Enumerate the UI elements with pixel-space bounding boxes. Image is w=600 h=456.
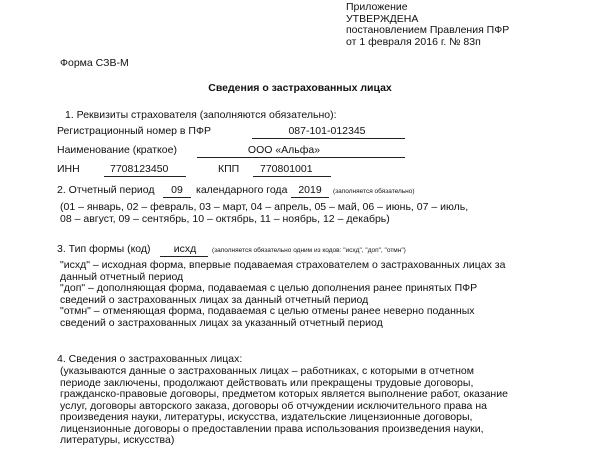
reg-number-value: 087-101-012345: [288, 125, 366, 137]
months-legend-line2: 08 – август, 09 – сентябрь, 10 – октябрь, 11 – ноябрь, 12 – декабрь): [60, 213, 390, 225]
form-type-desc-line: "доп" – дополняющая форма, подаваемая с целью дополнения ранее принятых ПФР: [60, 282, 478, 294]
approval-line-date: от 1 февраля 2016 г. № 83п: [346, 35, 481, 48]
form-type-label: 3. Тип формы (код): [57, 243, 151, 255]
calendar-year-label: календарного года: [196, 184, 288, 196]
section1-heading: 1. Реквизиты страхователя (заполняются обязательно):: [65, 109, 337, 121]
approval-block: [346, 2, 509, 48]
document-title: Сведения о застрахованных лицах: [208, 82, 392, 94]
inn-underline: [104, 176, 186, 177]
form-type-desc-line: "исхд" – исходная форма, впервые подаваемая страхователем о застрахованных лицах за: [60, 259, 506, 271]
form-type-desc-line: "отмн" – отменяющая форма, подаваемая с целью отмены ранее неверно поданных: [60, 305, 475, 317]
org-name-label: Наименование (краткое): [57, 144, 177, 156]
kpp-underline: [253, 176, 331, 177]
approval-line-appendix: Приложение: [346, 1, 408, 13]
form-type-underline: [160, 256, 208, 257]
reporting-period-value: 09: [171, 184, 183, 196]
section4-desc-line: (указываются данные о застрахованных лицах – работниках, с которыми в отчетном: [60, 365, 474, 377]
months-legend-line1: (01 – январь, 02 – февраль, 03 – март, 04 – апрель, 05 – май, 06 – июнь, 07 – июль,: [60, 201, 469, 213]
section4-desc-line: произведения науки, литературы, искусства, издательские лицензионные договоры,: [60, 411, 473, 423]
section4-desc-line: литературы, искусства): [60, 434, 175, 446]
form-type-desc-line: сведений о застрахованных лицах за указанный отчетный период: [60, 316, 383, 329]
period-required-note: (заполняется обязательно): [333, 188, 415, 195]
reporting-period-label: 2. Отчетный период: [57, 184, 155, 196]
inn-label: ИНН: [57, 163, 80, 175]
section4-heading: 4. Сведения о застрахованных лицах:: [57, 353, 243, 365]
kpp-value: 770801001: [260, 163, 313, 175]
section4-desc-line: гражданско-правовые договоры, предметом которых является выполнение работ, оказание: [60, 388, 508, 400]
inn-value: 7708123450: [110, 163, 169, 175]
reg-number-label: Регистрационный номер в ПФР: [57, 125, 211, 137]
section4-desc-line: лицензионные договоры о предоставлении права использования произведения науки,: [60, 422, 484, 435]
reg-number-underline: [252, 138, 405, 139]
kpp-label: КПП: [218, 163, 240, 175]
section4-desc-line: периоде заключены, продолжают действовать или прекращены трудовые договоры,: [60, 376, 474, 389]
org-name-underline: [197, 157, 405, 158]
form-name: Форма СЗВ-М: [60, 57, 129, 69]
form-type-descriptions: [60, 260, 505, 329]
section4-description: [60, 366, 508, 447]
approval-line-approved: УТВЕРЖДЕНА: [346, 12, 419, 25]
reporting-period-underline: [163, 197, 191, 198]
form-type-desc-line: данный отчетный период: [60, 270, 184, 283]
form-type-note: (заполняется обязательно одним из кодов: "исхд", "доп", "отмн"): [212, 247, 406, 254]
section4-desc-line: услуг, договоры авторского заказа, договоры об отчуждении исключительного права на: [60, 399, 487, 412]
form-type-value: исхд: [173, 243, 197, 255]
approval-line-resolution: постановлением Правления ПФР: [346, 24, 510, 36]
form-type-desc-line: сведений о застрахованных лицах за данный отчетный период: [60, 293, 369, 306]
calendar-year-value: 2019: [298, 184, 322, 196]
calendar-year-underline: [291, 197, 329, 198]
org-name-value: ООО «Альфа»: [247, 144, 321, 156]
